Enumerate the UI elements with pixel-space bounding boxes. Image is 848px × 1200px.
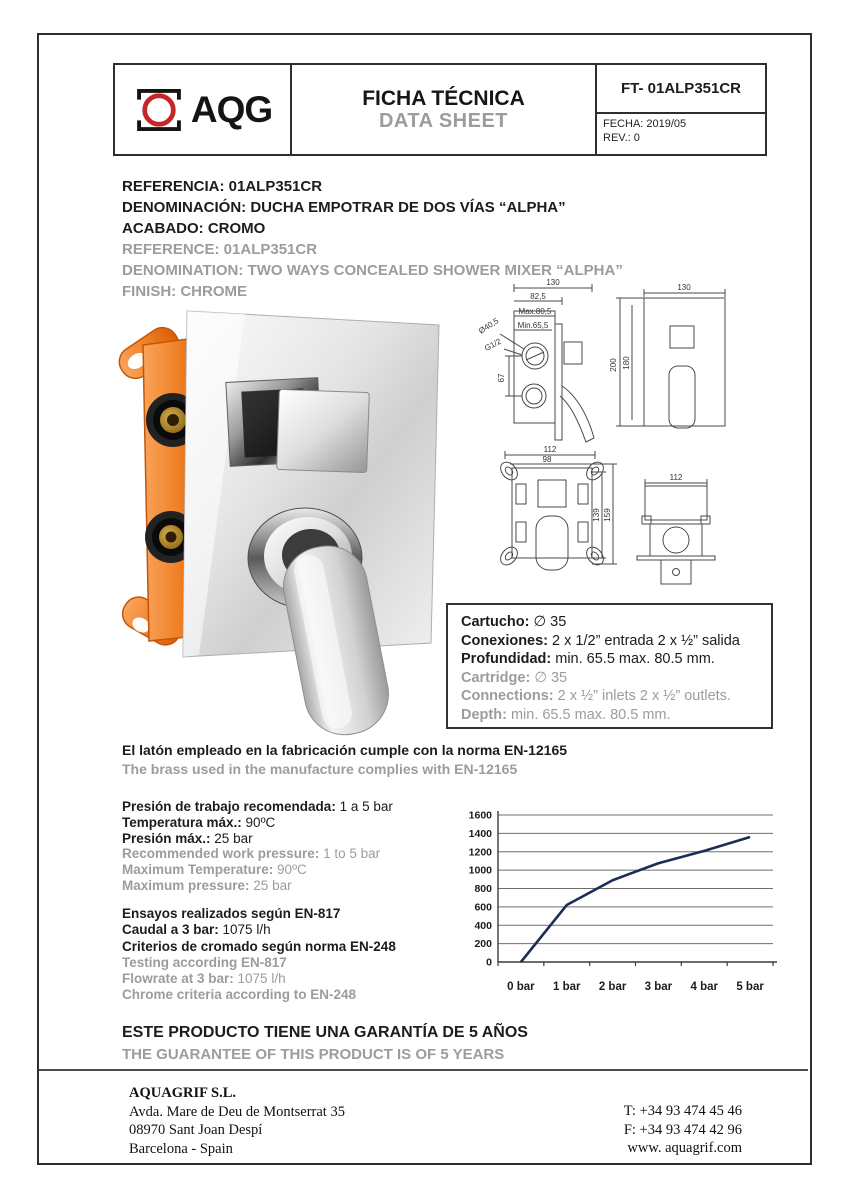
- footer-divider: [39, 1069, 808, 1071]
- pressure-temp-en: [122, 862, 393, 878]
- spec-label: Presión máx.:: [122, 830, 211, 846]
- dim-side-port-spacing: 67: [497, 373, 506, 383]
- spec-label: Testing according EN-817: [122, 954, 287, 970]
- flowrate-chart: [450, 804, 795, 1000]
- reference-es: REFERENCIA: 01ALP351CR: [122, 178, 323, 195]
- pressure-specs: [122, 799, 393, 894]
- flowrate-chart-svg: [450, 804, 795, 1000]
- dim-side-depth-max: Max.80,5: [518, 307, 552, 316]
- dim-front-height-total: 200: [609, 358, 618, 372]
- dim-boxfront-inner-height: 139: [592, 508, 601, 522]
- spec-label: Profundidad:: [461, 651, 552, 667]
- spec-label: Maximum pressure:: [122, 877, 250, 893]
- dim-boxfront-inner-width: 98: [542, 455, 552, 464]
- spec-label: Caudal a 3 bar:: [122, 922, 219, 938]
- spec-line-cartridge: [461, 669, 771, 688]
- spec-value: 1 to 5 bar: [319, 846, 381, 862]
- chart-tick-label: 1200: [468, 846, 492, 859]
- header-logo-cell: [115, 65, 292, 154]
- chart-tick-label: 4 bar: [690, 981, 718, 993]
- drawing-box-top-view: [637, 479, 715, 584]
- spec-label: Maximum Temperature:: [122, 862, 274, 878]
- chart-tick-label: 200: [474, 938, 492, 951]
- finish-es: ACABADO: CROMO: [122, 220, 266, 237]
- spec-value: ∅ 35: [529, 614, 567, 630]
- dim-boxtop-width: 112: [669, 473, 683, 482]
- pressure-work-en: [122, 846, 393, 862]
- dim-front-width: 130: [677, 283, 691, 292]
- spec-label: Conexiones:: [461, 632, 549, 649]
- dim-side-depth-min: Min.65,5: [517, 321, 549, 330]
- spec-value: 2 x ½” inlets 2 x ½” outlets.: [553, 688, 731, 704]
- product-photo-illustration: [115, 295, 455, 742]
- spec-line-cartucho: [461, 613, 771, 632]
- spec-label: Connections:: [461, 688, 554, 704]
- tests-flow-es: [122, 922, 396, 938]
- logo-text: AQG: [190, 88, 273, 130]
- chart-tick-label: 1600: [468, 809, 492, 822]
- pressure-max-es: [122, 831, 393, 847]
- footer-phone: T: +34 93 474 45 46: [623, 1103, 742, 1119]
- spec-label: Recommended work pressure:: [122, 846, 320, 862]
- guarantee-note: [122, 1022, 528, 1066]
- footer-fax: F: +34 93 474 42 96: [623, 1121, 742, 1138]
- dimension-drawings: [452, 268, 812, 608]
- footer-address-line3: Barcelona - Spain: [129, 1140, 233, 1157]
- guarantee-es: ESTE PRODUCTO TIENE UNA GARANTÍA DE 5 AÑOS: [122, 1024, 528, 1041]
- chart-tick-label: 800: [474, 883, 492, 895]
- spec-label: Cartucho:: [461, 614, 530, 630]
- denomination-es: DENOMINACIÓN: DUCHA EMPOTRAR DE DOS VÍAS “ALPHA”: [122, 199, 566, 216]
- drawing-front-view: [616, 289, 725, 428]
- tests-chrome-en: [122, 987, 396, 1003]
- footer-address: [129, 1084, 345, 1158]
- spec-value: 1075 l/h: [233, 971, 286, 987]
- footer-address-line1: Avda. Mare de Deu de Montserrat 35: [129, 1103, 345, 1120]
- spec-label: Cartridge:: [461, 669, 531, 686]
- spec-value: 25 bar: [249, 877, 292, 893]
- spec-value: 90ºC: [241, 814, 276, 830]
- doc-revision: REV.: 0: [603, 132, 640, 145]
- header-table: [113, 63, 767, 156]
- spec-line-connections: [461, 687, 771, 706]
- spec-label: Criterios de cromado según norma EN-248: [122, 938, 396, 954]
- pressure-work-es: [122, 799, 393, 815]
- spec-label: Ensayos realizados según EN-817: [122, 906, 341, 921]
- brass-note-es: El latón empleado en la fabricación cumple con la norma EN-12165: [122, 742, 568, 758]
- tests-en817-en: [122, 955, 396, 971]
- finish-en: FINISH: CHROME: [122, 283, 247, 300]
- chart-tick-label: 1400: [468, 827, 492, 840]
- chart-tick-label: 0 bar: [507, 981, 535, 993]
- brass-note-en: The brass used in the manufacture complies with EN-12165: [122, 761, 518, 777]
- spec-value: min. 65.5 max. 80.5 mm.: [506, 706, 671, 723]
- guarantee-en: THE GUARANTEE OF THIS PRODUCT IS OF 5 YEARS: [122, 1046, 505, 1063]
- chart-tick-label: 1 bar: [553, 981, 581, 993]
- spec-value: 1 a 5 bar: [335, 799, 393, 814]
- specifications-box: [446, 603, 773, 729]
- denomination-en: DENOMINATION: TWO WAYS CONCEALED SHOWER MIXER “ALPHA”: [122, 262, 623, 279]
- spec-value: 25 bar: [210, 830, 253, 846]
- dim-boxfront-width: 112: [543, 445, 557, 454]
- doc-date: FECHA: 2019/05: [603, 118, 687, 130]
- pressure-max-en: [122, 878, 393, 894]
- doc-title-es: FICHA TÉCNICA: [362, 86, 525, 110]
- pressure-temp-es: [122, 815, 393, 831]
- dim-boxfront-height: 159: [603, 508, 612, 522]
- spec-value: ∅ 35: [530, 669, 568, 686]
- spec-value: 2 x 1/2” entrada 2 x ½” salida: [548, 632, 740, 649]
- spec-label: Chrome criteria according to EN-248: [122, 987, 357, 1003]
- footer-address-line2: 08970 Sant Joan Despí: [129, 1122, 263, 1138]
- spec-line-profundidad: [461, 650, 771, 669]
- reference-en: REFERENCE: 01ALP351CR: [122, 241, 318, 258]
- tests-en817-es: [122, 906, 396, 922]
- doc-meta: [597, 114, 765, 154]
- brass-standard-note: [122, 741, 567, 779]
- tests-flow-en: [122, 971, 396, 987]
- technical-drawings: [452, 268, 812, 608]
- diverter-knob: [226, 378, 370, 473]
- spec-label: Presión de trabajo recomendada:: [122, 799, 336, 814]
- spec-label: Depth:: [461, 706, 507, 723]
- spec-value: 1075 l/h: [218, 922, 271, 938]
- chart-tick-label: 2 bar: [598, 981, 627, 993]
- dim-side-total-width: 130: [546, 278, 560, 287]
- product-photo: [115, 295, 455, 742]
- chart-tick-label: 5 bar: [736, 981, 764, 993]
- spec-line-conexiones: [461, 632, 771, 651]
- chart-tick-label: 600: [474, 901, 492, 914]
- dim-side-thread: G1/2: [483, 336, 503, 353]
- spec-label: Flowrate at 3 bar:: [122, 971, 234, 987]
- header-title-cell: [292, 65, 597, 154]
- dim-front-height-plate: 180: [622, 356, 631, 370]
- spec-line-depth: [461, 706, 771, 725]
- footer-contact: [624, 1102, 742, 1158]
- chart-tick-label: 1000: [468, 864, 492, 877]
- doc-title-en: DATA SHEET: [378, 110, 509, 133]
- chart-tick-label: 400: [474, 919, 492, 932]
- chart-tick-label: 0: [486, 956, 492, 969]
- chart-tick-label: 3 bar: [644, 981, 673, 993]
- doc-reference: FT- 01ALP351CR: [597, 65, 765, 114]
- header-ref-cell: [597, 65, 765, 154]
- dim-side-plate-offset: 82,5: [530, 292, 546, 301]
- test-standards: [122, 906, 396, 1004]
- spec-value: 90ºC: [273, 862, 307, 878]
- footer-web: www. aquagrif.com: [627, 1140, 742, 1156]
- tests-chrome-es: [122, 939, 396, 955]
- footer-company: AQUAGRIF S.L.: [129, 1085, 237, 1101]
- spec-label: Temperatura máx.:: [122, 814, 242, 830]
- dim-side-hole-diameter: Ø40,5: [477, 316, 501, 336]
- spec-value: min. 65.5 max. 80.5 mm.: [551, 651, 715, 667]
- aqg-logo-icon: [133, 84, 185, 136]
